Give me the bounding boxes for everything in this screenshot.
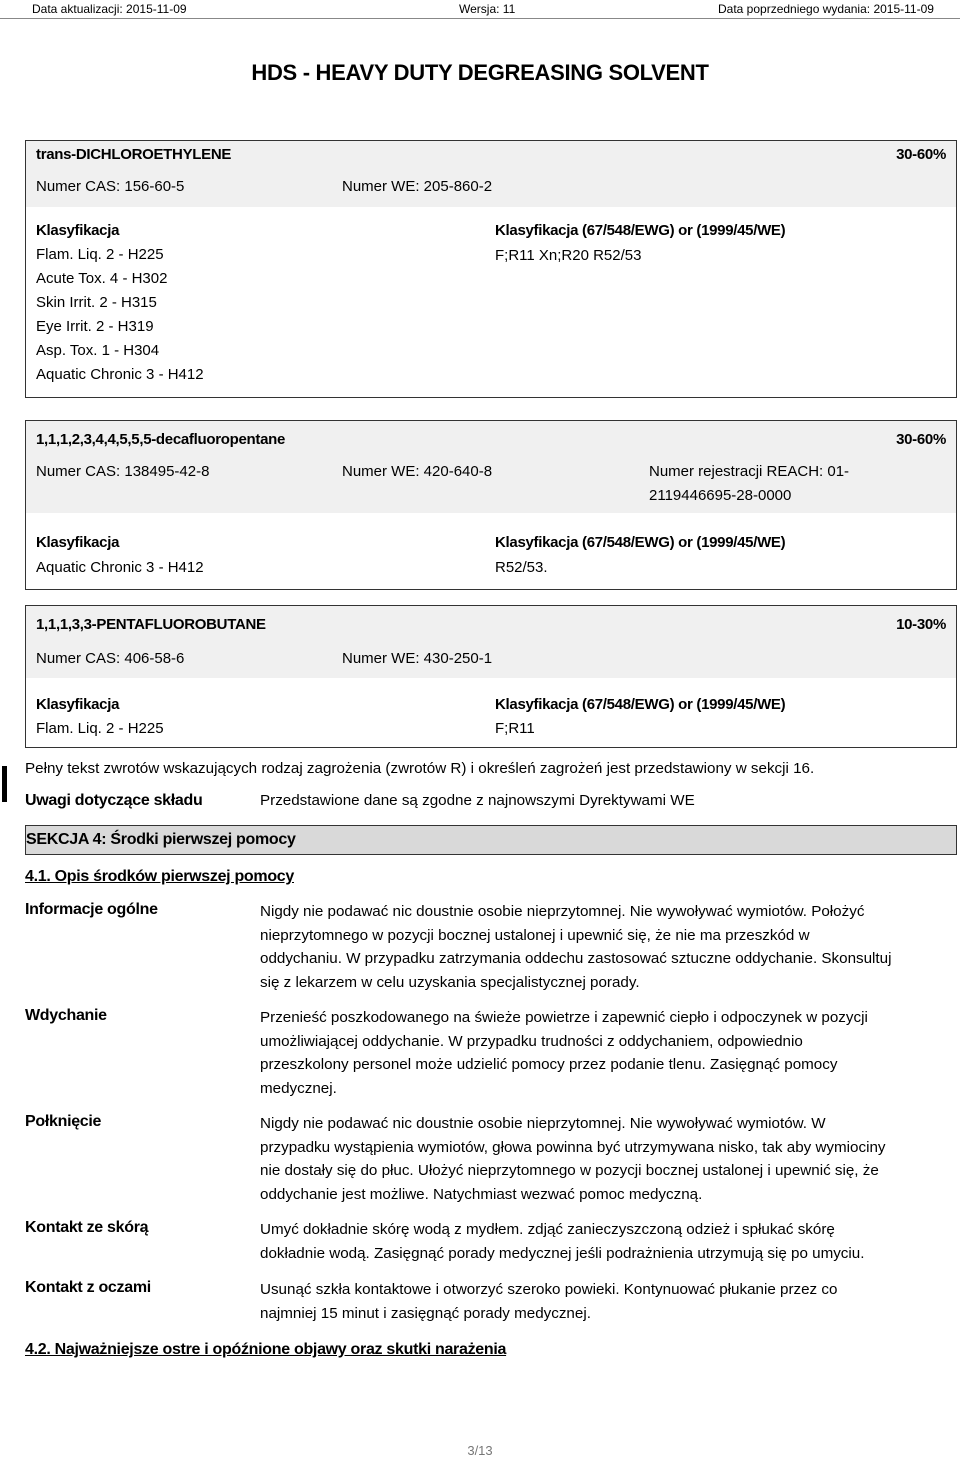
first-aid-text — [260, 1006, 960, 1100]
classification-list — [36, 243, 204, 387]
text-line: Nigdy nie podawać nic doustnie osobie nieprzytomnej. Nie wywoływać wymiotów. W — [260, 1115, 826, 1132]
text-line: Przenieść poszkodowanego na świeże powietrze i zapewnić ciepło i odpoczynek w pozycji — [260, 1009, 868, 1026]
section-heading — [25, 825, 957, 855]
revision-marker — [2, 766, 7, 802]
first-aid-text — [260, 1278, 960, 1325]
component-classification — [26, 207, 956, 397]
text-line: najmniej 15 minut i zasięgnąć porady medycznej. — [260, 1304, 591, 1322]
first-aid-label: Kontakt ze skórą — [25, 1219, 149, 1236]
first-aid-label: Połknięcie — [25, 1113, 102, 1130]
classification-item: Acute Tox. 4 - H302 — [36, 270, 168, 287]
classification-old-value: F;R11 Xn;R20 R52/53 — [495, 247, 642, 264]
text-line: Nigdy nie podawać nic doustnie osobie nieprzytomnej. Nie wywoływać wymiotów. Położyć — [260, 903, 865, 920]
component-block — [25, 605, 957, 748]
component-name: 1,1,1,3,3-PENTAFLUOROBUTANE — [36, 616, 266, 633]
first-aid-label: Informacje ogólne — [25, 901, 158, 918]
component-header — [26, 606, 956, 678]
text-line: oddychanie jest możliwe. Natychmiast wezwać pomoc medyczną. — [260, 1185, 703, 1203]
component-block — [25, 420, 957, 590]
revision-date: Data aktualizacji: 2015-11-09 — [32, 2, 187, 16]
component-classification — [26, 513, 956, 589]
classification-item: Skin Irrit. 2 - H315 — [36, 294, 157, 311]
fulltext-note: Pełny tekst zwrotów wskazujących rodzaj zagrożenia (zwrotów R) i określeń zagrożeń jest przedstawiony w sekcji 16. — [25, 760, 815, 777]
page-header — [0, 0, 960, 19]
cas-number: Numer CAS: 138495-42-8 — [36, 463, 210, 480]
classification-old-value: F;R11 — [495, 720, 535, 737]
composition-comments-label: Uwagi dotyczące składu — [25, 792, 203, 809]
classification-old-label: Klasyfikacja (67/548/EWG) or (1999/45/WE) — [495, 222, 786, 239]
first-aid-text — [260, 1112, 960, 1206]
component-percent: 10-30% — [896, 616, 946, 633]
first-aid-text — [260, 900, 960, 994]
classification-item: Aquatic Chronic 3 - H412 — [36, 366, 204, 383]
text-line: Usunąć szkła kontaktowe i otworzyć szeroko powieki. Kontynuować płukanie przez co — [260, 1281, 838, 1298]
classification-old-label: Klasyfikacja (67/548/EWG) or (1999/45/WE) — [495, 696, 786, 713]
we-number: Numer WE: 430-250-1 — [342, 650, 493, 667]
text-line: dokładnie wodą. Zasięgnąć porady medycznej jeśli podrażnienia utrzymują się po umyciu. — [260, 1244, 865, 1262]
cas-number: Numer CAS: 156-60-5 — [36, 178, 185, 195]
previous-date: Data poprzedniego wydania: 2015-11-09 — [718, 2, 934, 16]
text-line: medycznej. — [260, 1079, 337, 1097]
component-header — [26, 421, 956, 513]
component-percent: 30-60% — [896, 146, 946, 163]
classification-item: Flam. Liq. 2 - H225 — [36, 246, 164, 263]
version: Wersja: 11 — [459, 2, 516, 16]
first-aid-label: Wdychanie — [25, 1007, 107, 1024]
classification-label: Klasyfikacja — [36, 222, 120, 239]
first-aid-label: Kontakt z oczami — [25, 1279, 151, 1296]
reach-number-cont: 2119446695-28-0000 — [649, 487, 792, 504]
section-title: SEKCJA 4: Środki pierwszej pomocy — [26, 831, 296, 848]
we-number: Numer WE: 205-860-2 — [342, 178, 493, 195]
classification-old-value: R52/53. — [495, 559, 548, 576]
classification-item: Eye Irrit. 2 - H319 — [36, 318, 154, 335]
cas-number: Numer CAS: 406-58-6 — [36, 650, 185, 667]
reach-number: Numer rejestracji REACH: 01- — [649, 463, 850, 480]
we-number: Numer WE: 420-640-8 — [342, 463, 493, 480]
component-classification — [26, 678, 956, 747]
text-line: przypadku wystąpienia wymiotów, głowa powinna być utrzymywana nisko, tak aby wymiociny — [260, 1138, 886, 1156]
text-line: nie dostały się do płuc. Ułożyć nieprzytomnego w pozycji bocznej ustalonej i upewnić się, że — [260, 1162, 879, 1179]
subsection-heading: 4.1. Opis środków pierwszej pomocy — [25, 868, 294, 885]
text-line: nieprzytomnego w pozycji bocznej ustalonej i upewnić się, że nie ma przeszkód w — [260, 926, 810, 944]
first-aid-text — [260, 1218, 960, 1265]
classification-label: Klasyfikacja — [36, 534, 120, 551]
classification-item: Asp. Tox. 1 - H304 — [36, 342, 160, 359]
classification-item: Flam. Liq. 2 - H225 — [36, 720, 164, 737]
text-line: umożliwiającej oddychanie. W przypadku trudności z oddychaniem, odpowiednio — [260, 1032, 803, 1050]
classification-label: Klasyfikacja — [36, 696, 120, 713]
component-percent: 30-60% — [896, 431, 946, 448]
text-line: oddychaniu. W przypadku zatrzymania oddechu zastosować sztuczne oddychanie. Skonsultuj — [260, 950, 892, 967]
page-number: 3/13 — [467, 1443, 493, 1458]
component-name: trans-DICHLOROETHYLENE — [36, 146, 232, 163]
component-name: 1,1,1,2,3,4,4,5,5,5-decafluoropentane — [36, 431, 286, 448]
text-line: przeszkolony personel może udzielić pomocy przez podanie tlenu. Zasięgnąć pomocy — [260, 1056, 838, 1073]
classification-old-label: Klasyfikacja (67/548/EWG) or (1999/45/WE) — [495, 534, 786, 551]
document-title: HDS - HEAVY DUTY DEGREASING SOLVENT — [251, 60, 709, 85]
component-block — [25, 140, 957, 398]
text-line: Umyć dokładnie skórę wodą z mydłem. zdjąć zanieczyszczoną odzież i spłukać skórę — [260, 1221, 835, 1238]
component-header — [26, 141, 956, 207]
subsection-heading: 4.2. Najważniejsze ostre i opóźnione objawy oraz skutki narażenia — [25, 1341, 507, 1358]
classification-item: Aquatic Chronic 3 - H412 — [36, 559, 204, 576]
composition-comments-value: Przedstawione dane są zgodne z najnowszymi Dyrektywami WE — [260, 792, 695, 809]
text-line: się z lekarzem w celu uzyskania specjalistycznej porady. — [260, 973, 640, 991]
